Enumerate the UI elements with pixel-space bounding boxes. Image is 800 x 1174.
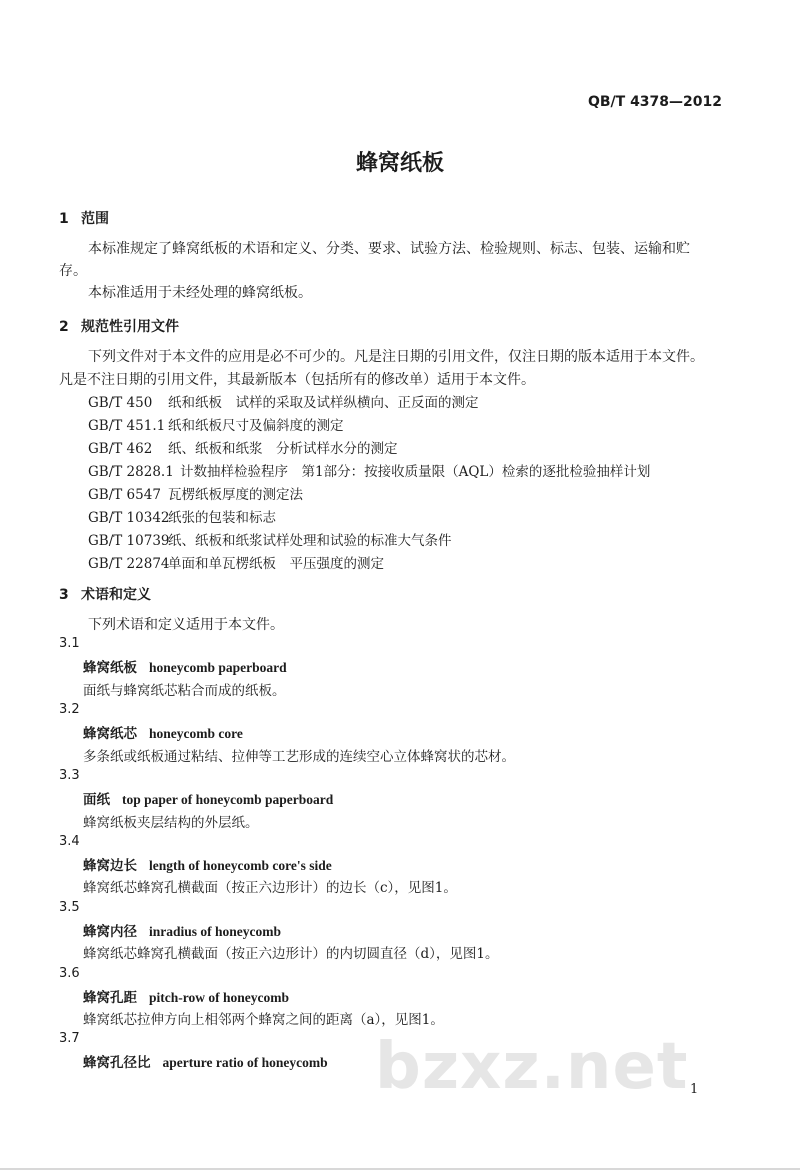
term-entry (83, 920, 281, 940)
term-zh: 蜂窝内径 (83, 924, 137, 940)
term-entry (83, 656, 287, 676)
term-en: aperture ratio of honeycomb (162, 1055, 328, 1070)
section-3-heading (59, 584, 151, 604)
clause-number: 3.5 (59, 900, 80, 915)
reference-title: 瓦楞纸板厚度的测定法 (168, 487, 303, 503)
term-zh: 面纸 (83, 792, 110, 808)
paragraph: 本标准规定了蜂窝纸板的术语和定义、分类、要求、试验方法、检验规则、标志、包装、运输和贮 (88, 241, 690, 257)
reference-code: GB/T 6547 (88, 487, 161, 503)
reference-code: GB/T 451.1 (88, 418, 166, 434)
term-entry (83, 1051, 328, 1071)
reference-title: 纸张的包装和标志 (168, 510, 276, 526)
term-en: top paper of honeycomb paperboard (122, 792, 334, 807)
paragraph: 凡是不注日期的引用文件，其最新版本（包括所有的修改单）适用于本文件。 (59, 372, 535, 388)
term-definition: 蜂窝纸芯蜂窝孔横截面（按正六边形计）的内切圆直径（d），见图1。 (83, 946, 499, 962)
term-definition: 蜂窝纸芯拉伸方向上相邻两个蜂窝之间的距离（a），见图1。 (83, 1012, 444, 1028)
reference-title: 纸和纸板 试样的采取及试样纵横向、正反面的测定 (168, 395, 479, 411)
clause-number: 3.7 (59, 1031, 80, 1046)
page-bottom-edge (0, 1168, 800, 1170)
term-entry (83, 854, 332, 874)
term-en: honeycomb core (149, 726, 243, 741)
reference-item (88, 391, 479, 411)
reference-code: GB/T 450 (88, 395, 153, 411)
term-en: length of honeycomb core's side (149, 858, 332, 873)
paragraph: 下列文件对于本文件的应用是必不可少的。凡是注日期的引用文件，仅注日期的版本适用于本文件。 (88, 349, 704, 365)
standard-number: QB/T 4378—2012 (587, 94, 722, 110)
reference-item (88, 552, 384, 572)
paragraph: 本标准适用于未经处理的蜂窝纸板。 (88, 285, 312, 301)
reference-title: 单面和单瓦楞纸板 平压强度的测定 (168, 556, 384, 572)
reference-item (88, 460, 650, 480)
paragraph: 存。 (59, 263, 87, 279)
term-zh: 蜂窝孔径比 (83, 1055, 151, 1071)
reference-code: GB/T 2828.1 (88, 464, 174, 480)
term-zh: 蜂窝孔距 (83, 990, 137, 1006)
section-title: 术语和定义 (81, 587, 151, 603)
term-entry (83, 986, 289, 1006)
section-number: 3 (59, 587, 69, 603)
page-number: 1 (690, 1082, 699, 1097)
reference-title: 纸和纸板尺寸及偏斜度的测定 (168, 418, 344, 434)
section-title: 规范性引用文件 (81, 319, 179, 335)
term-definition: 多条纸或纸板通过粘结、拉伸等工艺形成的连续空心立体蜂窝状的芯材。 (83, 749, 515, 765)
reference-item (88, 483, 303, 503)
reference-item (88, 437, 398, 457)
term-zh: 蜂窝边长 (83, 858, 137, 874)
section-2-heading (59, 316, 179, 336)
term-definition: 面纸与蜂窝纸芯粘合而成的纸板。 (83, 683, 286, 699)
term-entry (83, 788, 333, 808)
clause-number: 3.4 (59, 834, 80, 849)
term-en: inradius of honeycomb (149, 924, 282, 939)
document-title: 蜂窝纸板 (355, 151, 444, 176)
clause-number: 3.1 (59, 636, 80, 651)
reference-code: GB/T 10739 (88, 533, 170, 549)
reference-code: GB/T 462 (88, 441, 153, 457)
paragraph: 下列术语和定义适用于本文件。 (88, 617, 284, 633)
term-definition: 蜂窝纸芯蜂窝孔横截面（按正六边形计）的边长（c），见图1。 (83, 880, 457, 896)
clause-number: 3.2 (59, 702, 80, 717)
term-en: honeycomb paperboard (149, 660, 287, 675)
section-number: 2 (59, 319, 69, 335)
reference-item (88, 506, 276, 526)
clause-number: 3.6 (59, 966, 80, 981)
term-definition: 蜂窝纸板夹层结构的外层纸。 (83, 815, 259, 831)
reference-title: 计数抽样检验程序 第1部分：按接收质量限（AQL）检索的逐批检验抽样计划 (180, 464, 651, 480)
term-zh: 蜂窝纸芯 (83, 726, 137, 742)
reference-code: GB/T 22874 (88, 556, 170, 572)
section-number: 1 (59, 211, 69, 227)
reference-item (88, 414, 344, 434)
reference-title: 纸、纸板和纸浆 分析试样水分的测定 (168, 441, 398, 457)
watermark: bzxz.net (375, 1030, 689, 1104)
section-title: 范围 (81, 211, 109, 227)
reference-item (88, 529, 452, 549)
reference-code: GB/T 10342 (88, 510, 170, 526)
reference-title: 纸、纸板和纸浆试样处理和试验的标准大气条件 (168, 533, 452, 549)
term-entry (83, 722, 243, 742)
term-zh: 蜂窝纸板 (83, 660, 137, 676)
section-1-heading (59, 208, 109, 228)
clause-number: 3.3 (59, 768, 80, 783)
term-en: pitch-row of honeycomb (149, 990, 289, 1005)
